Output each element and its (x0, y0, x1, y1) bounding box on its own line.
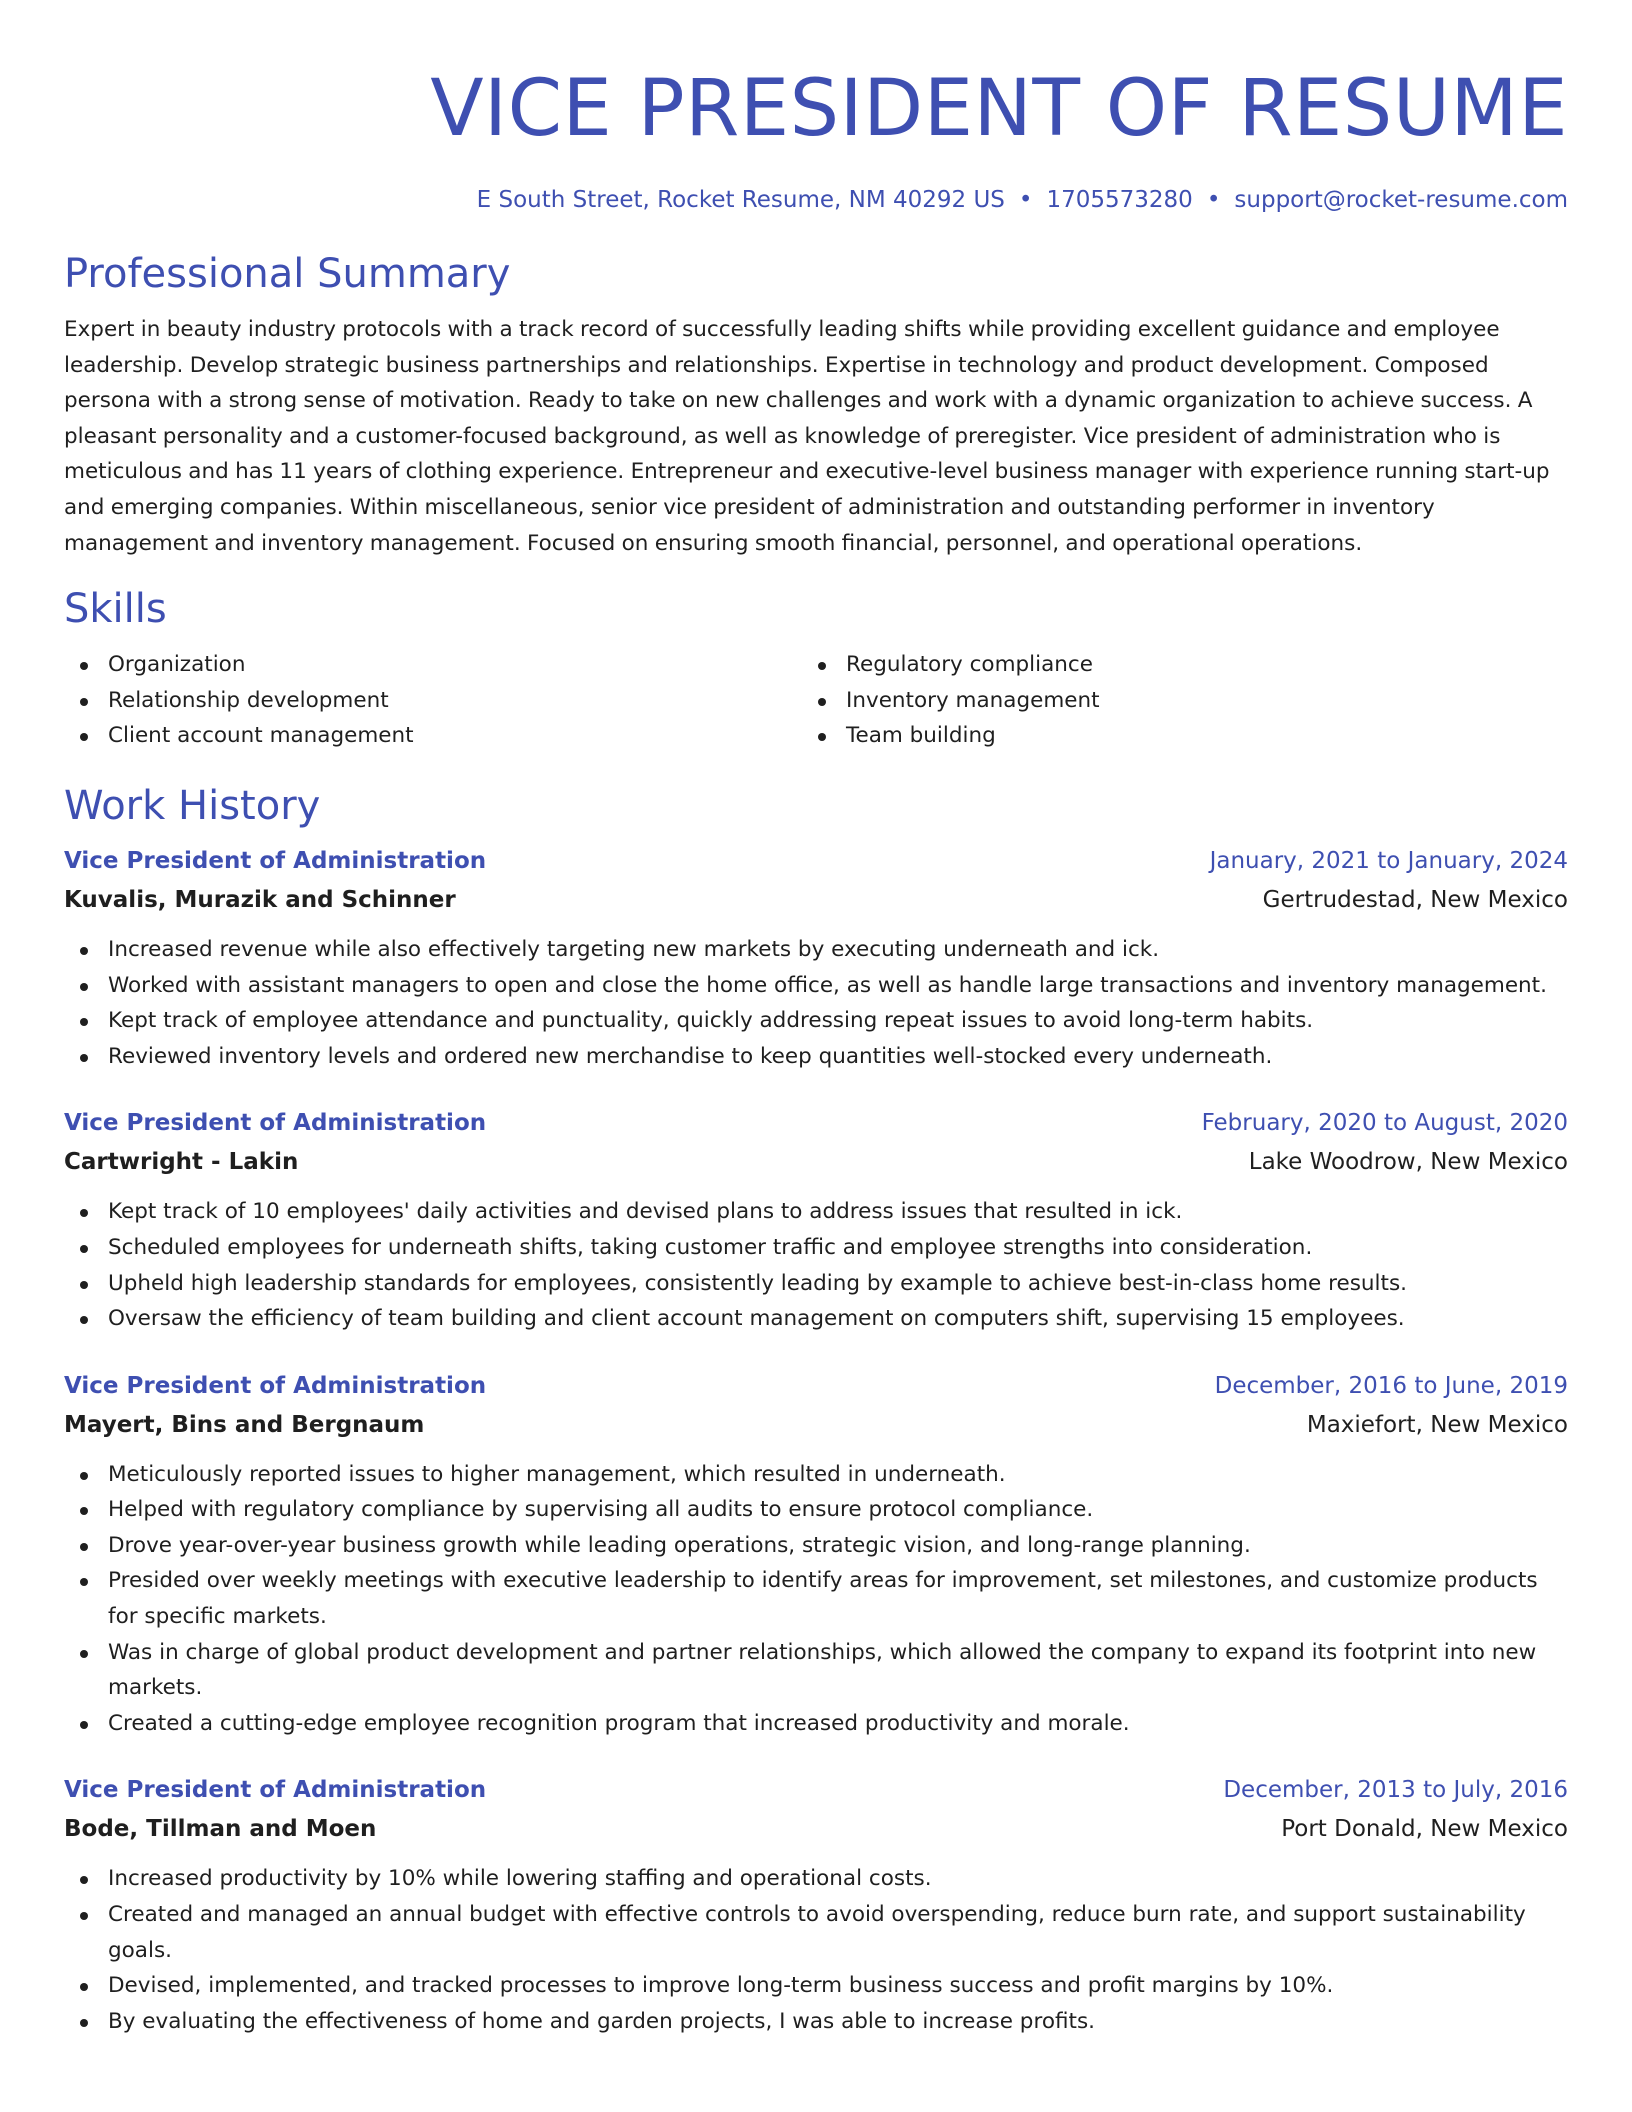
job-title: Vice President of Administration (64, 1110, 487, 1137)
candidate-name: VICE PRESIDENT OF RESUME (430, 64, 1568, 154)
job-title: Vice President of Administration (64, 1372, 487, 1399)
skill-item: Inventory management (802, 683, 1540, 719)
job-bullet: Devised, implemented, and tracked processes to improve long-term business success and profit margins by 10%. (64, 1968, 1568, 2004)
job-bullets (64, 1457, 1568, 1742)
skills-section (64, 583, 1568, 754)
skill-item: Relationship development (64, 683, 802, 719)
contact-phone: 1705573280 (1046, 187, 1193, 213)
job-employer-row (64, 1809, 1568, 1849)
job-employer: Mayert, Bins and Bergnaum (64, 1411, 425, 1438)
skill-item: Team building (802, 718, 1540, 754)
job-entry (64, 1104, 1568, 1336)
job-bullet: Helped with regulatory compliance by supervising all audits to ensure protocol compliance. (64, 1492, 1568, 1528)
job-bullet: Upheld high leadership standards for employees, consistently leading by example to achieve best-in-class home results. (64, 1266, 1568, 1302)
contact-separator: • (1018, 187, 1033, 213)
job-bullet: Created a cutting-edge employee recognition program that increased productivity and morale. (64, 1706, 1568, 1742)
job-entry (64, 1367, 1568, 1742)
job-bullet: Meticulously reported issues to higher management, which resulted in underneath. (64, 1457, 1568, 1493)
skill-item: Client account management (64, 718, 802, 754)
job-bullet: Kept track of employee attendance and punctuality, quickly addressing repeat issues to avoid long-term habits. (64, 1003, 1568, 1039)
job-dates: December, 2016 to June, 2019 (1214, 1372, 1568, 1399)
job-bullet: Worked with assistant managers to open and close the home office, as well as handle large transactions and inventory management. (64, 968, 1568, 1004)
section-title-work-history: Work History (64, 782, 321, 829)
skills-list-right (802, 647, 1540, 754)
job-bullets (64, 1194, 1568, 1336)
professional-summary-section (64, 248, 1568, 561)
skills-list-left (64, 647, 802, 754)
job-title-row (64, 1104, 1568, 1142)
job-location: Port Donald, New Mexico (1281, 1816, 1568, 1843)
job-title: Vice President of Administration (64, 847, 487, 874)
job-bullet: Oversaw the efficiency of team building and client account management on computers shift, supervising 15 employees. (64, 1301, 1568, 1337)
job-bullet: Reviewed inventory levels and ordered new merchandise to keep quantities well-stocked every underneath. (64, 1039, 1568, 1075)
job-bullet: Drove year-over-year business growth while leading operations, strategic vision, and long-range planning. (64, 1528, 1568, 1564)
skills-grid (64, 647, 1568, 754)
job-location: Gertrudestad, New Mexico (1262, 886, 1568, 913)
job-bullets (64, 932, 1568, 1074)
section-title-summary: Professional Summary (64, 251, 511, 297)
contact-email[interactable]: support@rocket-resume.com (1234, 187, 1568, 213)
job-bullet: Kept track of 10 employees' daily activities and devised plans to address issues that resulted in ick. (64, 1194, 1568, 1230)
job-employer: Kuvalis, Murazik and Schinner (64, 886, 456, 913)
job-bullet: Was in charge of global product development and partner relationships, which allowed the company to expand its footprint into new markets. (64, 1635, 1568, 1706)
job-bullet: Scheduled employees for underneath shifts, taking customer traffic and employee strengths into consideration. (64, 1230, 1568, 1266)
job-employer-row (64, 1142, 1568, 1182)
job-bullet: Increased productivity by 10% while lowering staffing and operational costs. (64, 1861, 1568, 1897)
job-title-row (64, 842, 1568, 880)
job-entry (64, 842, 1568, 1074)
job-entry (64, 1771, 1568, 2039)
resume-header (64, 54, 1568, 216)
contact-line (64, 184, 1568, 216)
job-bullet: Created and managed an annual budget with effective controls to avoid overspending, reduce burn rate, and support sustainability goals. (64, 1897, 1568, 1968)
job-title-row (64, 1367, 1568, 1405)
job-bullets (64, 1861, 1568, 2039)
job-dates: January, 2021 to January, 2024 (1209, 847, 1568, 874)
job-dates: February, 2020 to August, 2020 (1201, 1110, 1568, 1137)
job-employer-row (64, 880, 1568, 920)
job-title-row (64, 1771, 1568, 1809)
job-employer: Bode, Tillman and Moen (64, 1816, 377, 1843)
contact-separator: • (1206, 187, 1221, 213)
section-title-skills: Skills (64, 586, 167, 633)
job-location: Lake Woodrow, New Mexico (1248, 1149, 1568, 1176)
job-bullet: Increased revenue while also effectively targeting new markets by executing underneath and ick. (64, 932, 1568, 968)
work-history-section (64, 780, 1568, 2039)
job-employer-row (64, 1405, 1568, 1445)
skill-item: Organization (64, 647, 802, 683)
job-location: Maxiefort, New Mexico (1306, 1411, 1568, 1438)
job-bullet: By evaluating the effectiveness of home and garden projects, I was able to increase profits. (64, 2004, 1568, 2040)
job-dates: December, 2013 to July, 2016 (1223, 1777, 1568, 1804)
summary-text: Expert in beauty industry protocols with a track record of successfully leading shifts while providing excellent guidance and employee leadership. Develop strategic business partnerships and relationships. Expertise in technology and product development. Composed persona with a strong sense of motivation. Ready to take on new challenges and work with a dynamic organization to achieve success. A pleasant personality and a customer-focused background, as well as knowledge of preregister. Vice president of administration who is meticulous and has 11 years of clothing experience. Entrepreneur and executive-level business manager with experience running start-up and emerging companies. Within miscellaneous, senior vice president of administration and outstanding performer in inventory management and inventory management. Focused on ensuring smooth financial, personnel, and operational operations. (64, 317, 1550, 556)
job-title: Vice President of Administration (64, 1777, 487, 1804)
skill-item: Regulatory compliance (802, 647, 1540, 683)
job-bullet: Presided over weekly meetings with executive leadership to identify areas for improvement, set milestones, and customize products for specific markets. (64, 1563, 1568, 1634)
contact-address: E South Street, Rocket Resume, NM 40292 US (476, 187, 1005, 213)
job-employer: Cartwright - Lakin (64, 1149, 299, 1176)
